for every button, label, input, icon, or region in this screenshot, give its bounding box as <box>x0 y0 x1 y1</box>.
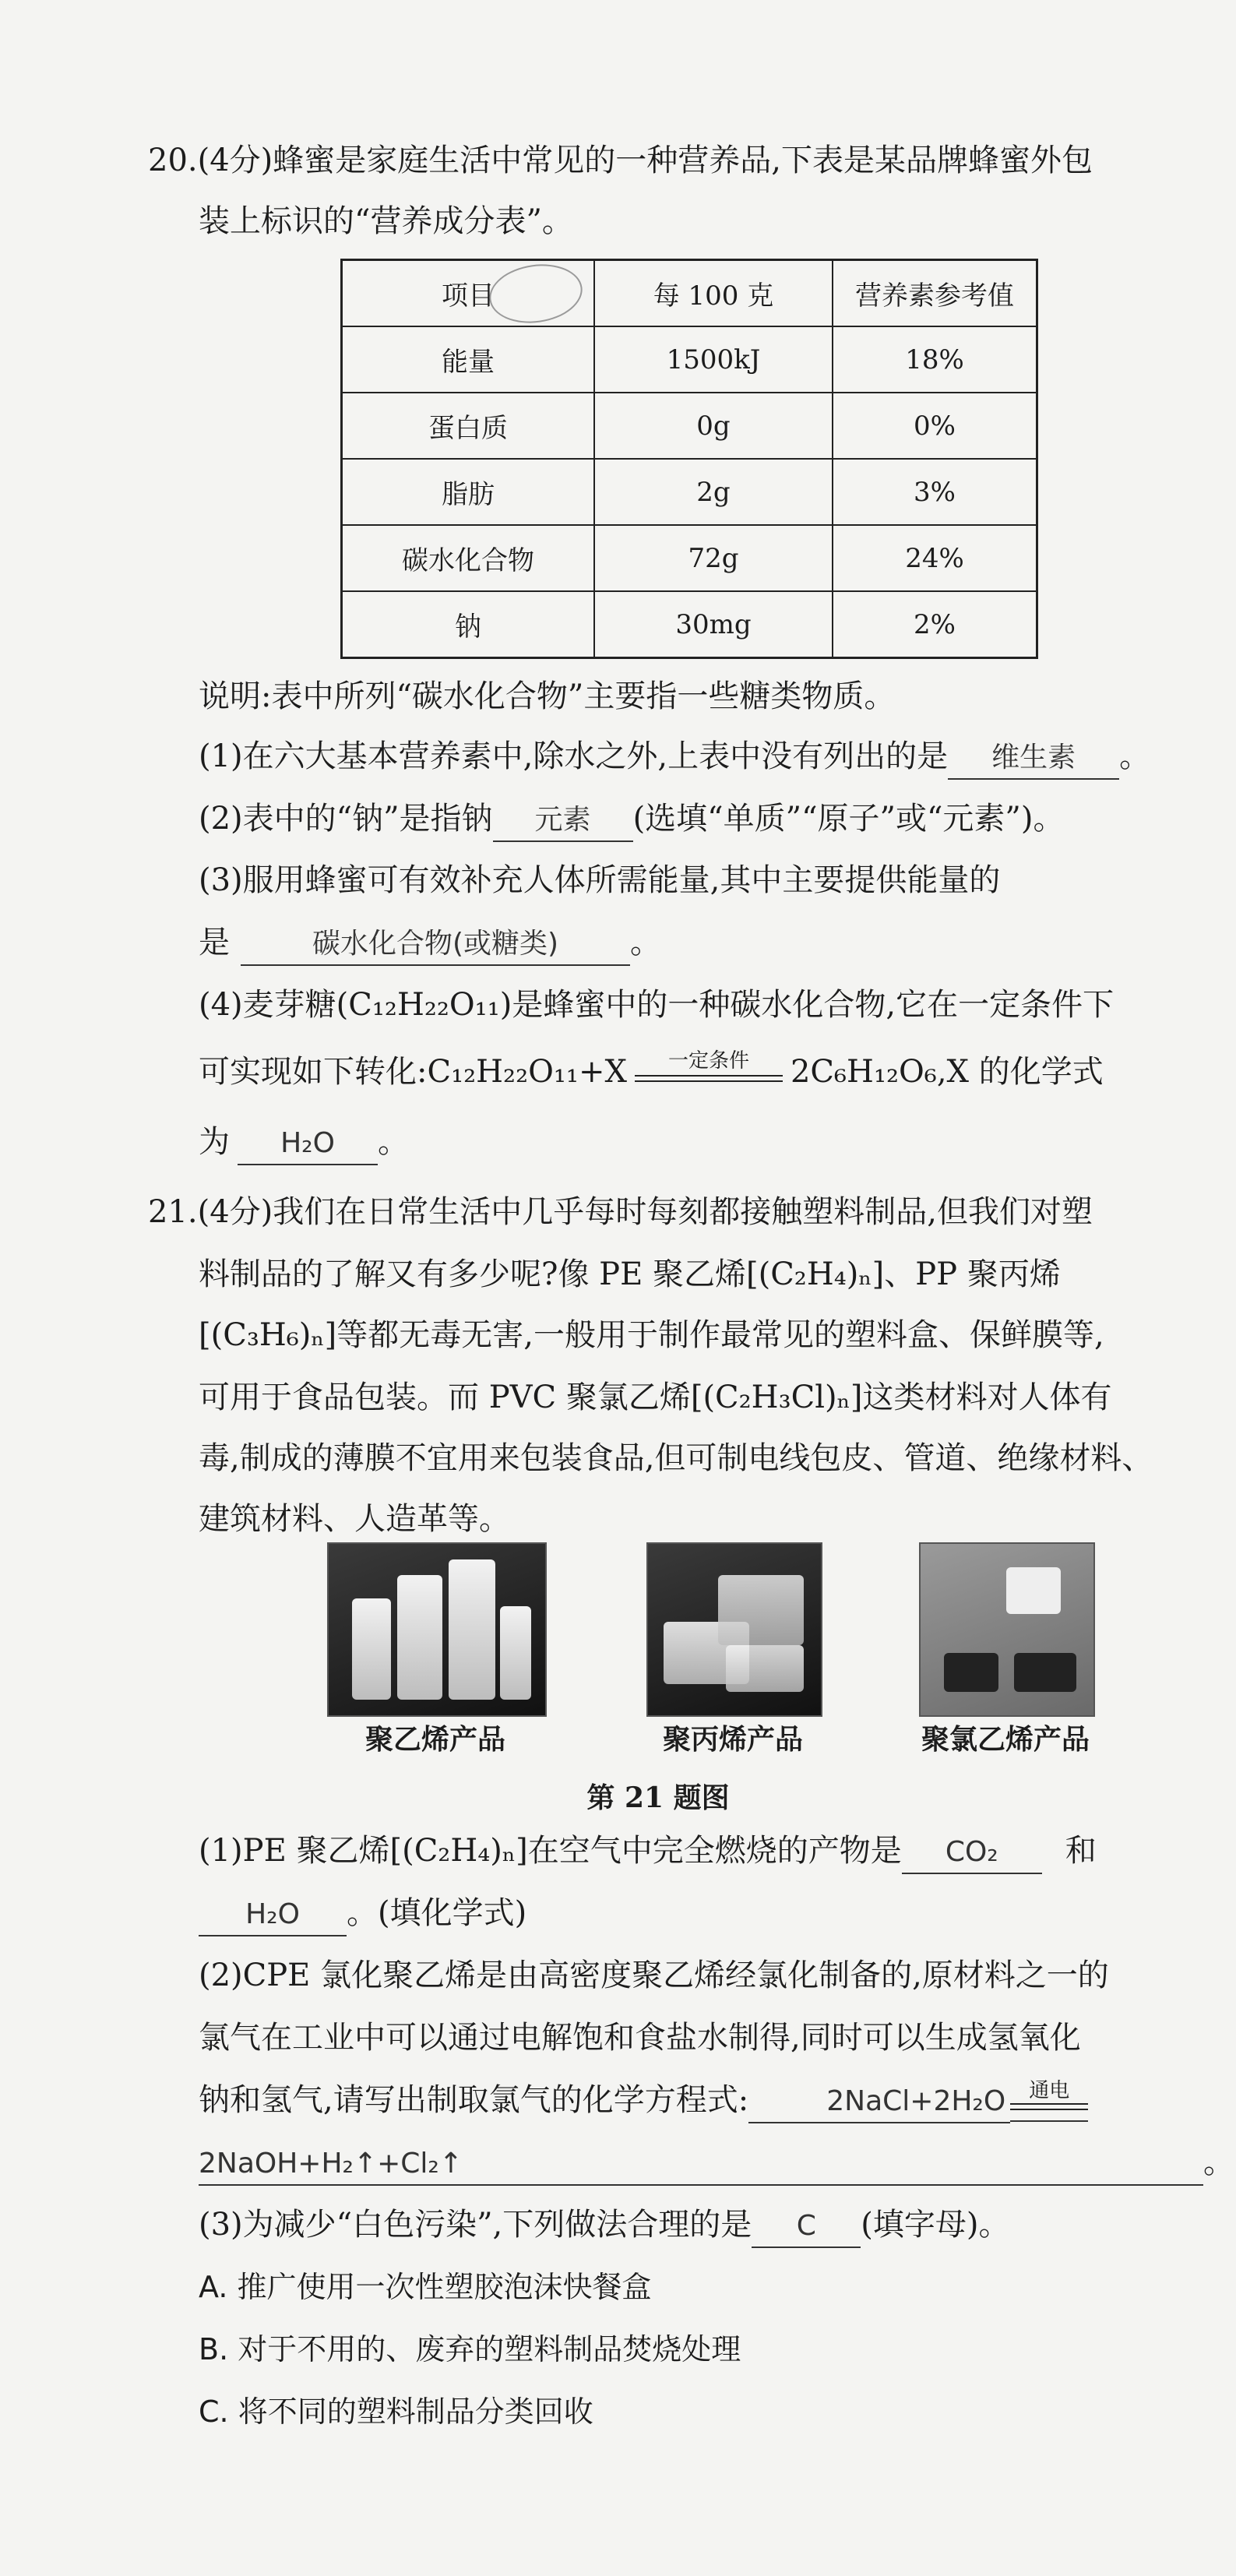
q21-part1-line1 <box>199 1831 1097 1874</box>
table-row <box>342 459 1037 525</box>
table-row <box>342 393 1037 459</box>
q20-intro-line2: 装上标识的“营养成分表”。 <box>199 203 573 239</box>
table-header-row <box>342 260 1037 327</box>
q20-p4-equation-right: 2C₆H₁₂O₆,X 的化学式 <box>790 1054 1104 1090</box>
table-cell: 72g <box>594 525 833 591</box>
polyethylene-products-photo <box>327 1542 547 1717</box>
q21-line3: [(C₃H₆)ₙ]等都无毒无害,一般用于制作最常见的塑料盒、保鲜膜等, <box>199 1317 1104 1353</box>
q21-part2-line3 <box>199 2080 1088 2123</box>
q20-p1-text: (1)在六大基本营养素中,除水之外,上表中没有列出的是 <box>199 738 949 774</box>
q20-p1-answer: 维生素 <box>948 738 1119 780</box>
table-cell: 碳水化合物 <box>342 525 595 591</box>
q20-note: 说明:表中所列“碳水化合物”主要指一些糖类物质。 <box>199 678 896 714</box>
q21-part1-line2 <box>199 1893 526 1936</box>
q21-part2-line4 <box>199 2142 1234 2186</box>
caption-pvc: 聚氯乙烯产品 <box>921 1723 1090 1756</box>
q20-part4-line3 <box>199 1122 409 1165</box>
q20-p4-condition: 一定条件 <box>667 1049 749 1073</box>
table-row <box>342 326 1037 393</box>
q20-part3-line1: (3)服用蜂蜜可有效补充人体所需能量,其中主要提供能量的 <box>199 862 1001 898</box>
q21-line5: 毒,制成的薄膜不宜用来包装食品,但可制电线包皮、管道、绝缘材料、 <box>199 1440 1153 1476</box>
q20-intro1-text: (4分)蜂蜜是家庭生活中常见的一种营养品,下表是某品牌蜂蜜外包 <box>197 143 1093 178</box>
q21-line4: 可用于食品包装。而 PVC 聚氯乙烯[(C₂H₃Cl)ₙ]这类材料对人体有 <box>199 1380 1112 1415</box>
q21-p2-answer-right: 2NaOH+H₂↑+Cl₂↑ <box>199 2144 1203 2186</box>
q21-p1-end: 。(填化学式) <box>347 1895 527 1931</box>
q21-p2-text: 钠和氢气,请写出制取氯气的化学方程式: <box>199 2082 749 2118</box>
table-cell: 钠 <box>342 591 595 658</box>
q21-p2-end: 。 <box>1203 2144 1234 2180</box>
table-cell: 2% <box>833 591 1037 658</box>
q20-p3-answer: 碳水化合物(或糖类) <box>241 924 630 966</box>
q20-p4-end: 。 <box>378 1124 409 1160</box>
table-cell: 2g <box>594 459 833 525</box>
q21-part3 <box>199 2204 1010 2248</box>
equals-bar <box>635 1075 783 1082</box>
option-b: B. 对于不用的、废弃的塑料制品焚烧处理 <box>199 2332 741 2366</box>
table-header: 每 100 克 <box>594 260 833 327</box>
q20-p2-answer: 元素 <box>493 800 633 842</box>
q21-line1-text: (4分)我们在日常生活中几乎每时每刻都接触塑料制品,但我们对塑 <box>197 1194 1093 1230</box>
table-cell: 1500kJ <box>594 326 833 393</box>
q21-p1-answer1: CO₂ <box>902 1832 1042 1874</box>
q21-p3-end: (填字母)。 <box>861 2207 1010 2243</box>
table-cell: 脂肪 <box>342 459 595 525</box>
q21-line6: 建筑材料、人造革等。 <box>199 1501 510 1537</box>
table-cell: 30mg <box>594 591 833 658</box>
polypropylene-products-photo <box>646 1542 822 1717</box>
q20-p2-text: (2)表中的“钠”是指钠 <box>199 801 493 837</box>
reaction-condition-arrow <box>627 1049 791 1092</box>
table-row <box>342 525 1037 591</box>
table-cell: 能量 <box>342 326 595 393</box>
q20-part2 <box>199 798 1064 842</box>
q20-part1 <box>199 736 1150 780</box>
table-cell: 0% <box>833 393 1037 459</box>
q20-part4-line2 <box>199 1049 1104 1092</box>
q20-number: 20. <box>148 143 198 178</box>
caption-polypropylene: 聚丙烯产品 <box>662 1723 803 1756</box>
q21-p2-condition: 通电 <box>1029 2079 1070 2102</box>
q20-p4-answer: H₂O <box>238 1123 378 1165</box>
q21-p1-text: (1)PE 聚乙烯[(C₂H₄)ₙ]在空气中完全燃烧的产物是 <box>199 1833 902 1869</box>
equals-bar <box>1010 2103 1088 2110</box>
table-cell: 24% <box>833 525 1037 591</box>
q20-p2-end: (选填“单质”“原子”或“元素”)。 <box>632 801 1065 837</box>
option-c: C. 将不同的塑料制品分类回收 <box>199 2395 593 2429</box>
q20-p3-lead: 是 <box>199 925 230 960</box>
table-cell: 18% <box>833 326 1037 393</box>
q20-p3-end: 。 <box>630 925 661 960</box>
q20-p1-end: 。 <box>1119 738 1151 774</box>
table-cell: 蛋白质 <box>342 393 595 459</box>
q20-intro-line1 <box>148 140 1093 181</box>
table-cell: 0g <box>594 393 833 459</box>
q21-line2: 料制品的了解又有多少呢?像 PE 聚乙烯[(C₂H₄)ₙ]、PP 聚丙烯 <box>199 1256 1061 1292</box>
q20-part3-line2 <box>199 922 661 966</box>
q21-p3-answer: C <box>752 2206 861 2248</box>
q21-p3-text: (3)为减少“白色污染”,下列做法合理的是 <box>199 2207 752 2243</box>
q21-part2-line2: 氯气在工业中可以通过电解饱和食盐水制得,同时可以生成氢氧化 <box>199 2020 1081 2056</box>
q21-number: 21. <box>148 1194 198 1230</box>
pvc-products-photo <box>919 1542 1095 1717</box>
option-a: A. 推广使用一次性塑胶泡沫快餐盒 <box>199 2270 652 2304</box>
q20-p4-equation-left: 可实现如下转化:C₁₂H₂₂O₁₁+X <box>199 1054 627 1090</box>
q20-part4-line1: (4)麦芽糖(C₁₂H₂₂O₁₁)是蜂蜜中的一种碳水化合物,它在一定条件下 <box>199 987 1115 1023</box>
q21-p2-answer-left: 2NaCl+2H₂O <box>748 2081 1010 2123</box>
q21-p1-and: 和 <box>1065 1833 1097 1869</box>
figure-title: 第 21 题图 <box>586 1781 730 1814</box>
table-cell: 3% <box>833 459 1037 525</box>
q20-p4-lead: 为 <box>199 1124 230 1160</box>
table-header: 项目 <box>342 260 595 327</box>
q21-part2-line1: (2)CPE 氯化聚乙烯是由高密度聚乙烯经氯化制备的,原材料之一的 <box>199 1958 1109 1993</box>
q21-line1 <box>148 1192 1093 1232</box>
q21-p1-answer2: H₂O <box>199 1894 347 1936</box>
electrolysis-arrow <box>1010 2080 1088 2122</box>
table-row <box>342 591 1037 658</box>
caption-polyethylene: 聚乙烯产品 <box>364 1723 505 1756</box>
nutrition-table <box>340 259 1038 659</box>
table-header: 营养素参考值 <box>833 260 1037 327</box>
